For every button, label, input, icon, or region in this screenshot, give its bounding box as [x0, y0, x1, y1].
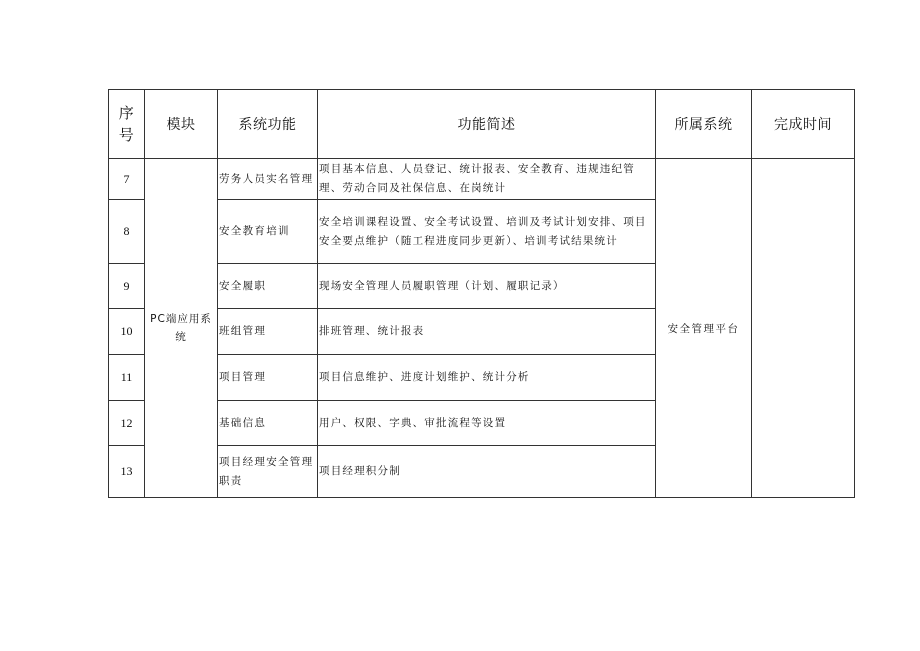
row-description: 现场安全管理人员履职管理（计划、履职记录） [318, 264, 656, 309]
row-function: 项目经理安全管理职责 [218, 446, 318, 498]
row-seq: 7 [109, 159, 145, 200]
header-function: 系统功能 [218, 90, 318, 159]
header-module: 模块 [145, 90, 218, 159]
row-function: 安全履职 [218, 264, 318, 309]
row-seq: 10 [109, 309, 145, 355]
table-row [109, 159, 855, 200]
row-description: 项目信息维护、进度计划维护、统计分析 [318, 355, 656, 401]
row-function: 劳务人员实名管理 [218, 159, 318, 200]
row-function: 基础信息 [218, 401, 318, 446]
header-seq: 序号 [109, 90, 145, 159]
completion-cell [752, 159, 855, 498]
table-header-row [109, 90, 855, 159]
header-system: 所属系统 [656, 90, 752, 159]
row-function: 班组管理 [218, 309, 318, 355]
row-seq: 13 [109, 446, 145, 498]
row-seq: 9 [109, 264, 145, 309]
row-seq: 11 [109, 355, 145, 401]
row-function: 安全教育培训 [218, 200, 318, 264]
function-table [108, 89, 855, 498]
row-seq: 8 [109, 200, 145, 264]
row-description: 排班管理、统计报表 [318, 309, 656, 355]
system-cell: 安全管理平台 [656, 159, 752, 498]
row-description: 项目基本信息、人员登记、统计报表、安全教育、违规违纪管理、劳动合同及社保信息、在岗统计 [318, 159, 656, 200]
row-function: 项目管理 [218, 355, 318, 401]
header-completion: 完成时间 [752, 90, 855, 159]
header-description: 功能简述 [318, 90, 656, 159]
row-description: 用户、权限、字典、审批流程等设置 [318, 401, 656, 446]
row-seq: 12 [109, 401, 145, 446]
row-description: 项目经理积分制 [318, 446, 656, 498]
row-description: 安全培训课程设置、安全考试设置、培训及考试计划安排、项目安全要点维护（随工程进度同步更新）、培训考试结果统计 [318, 200, 656, 264]
module-cell: PC端应用系统 [145, 159, 218, 498]
